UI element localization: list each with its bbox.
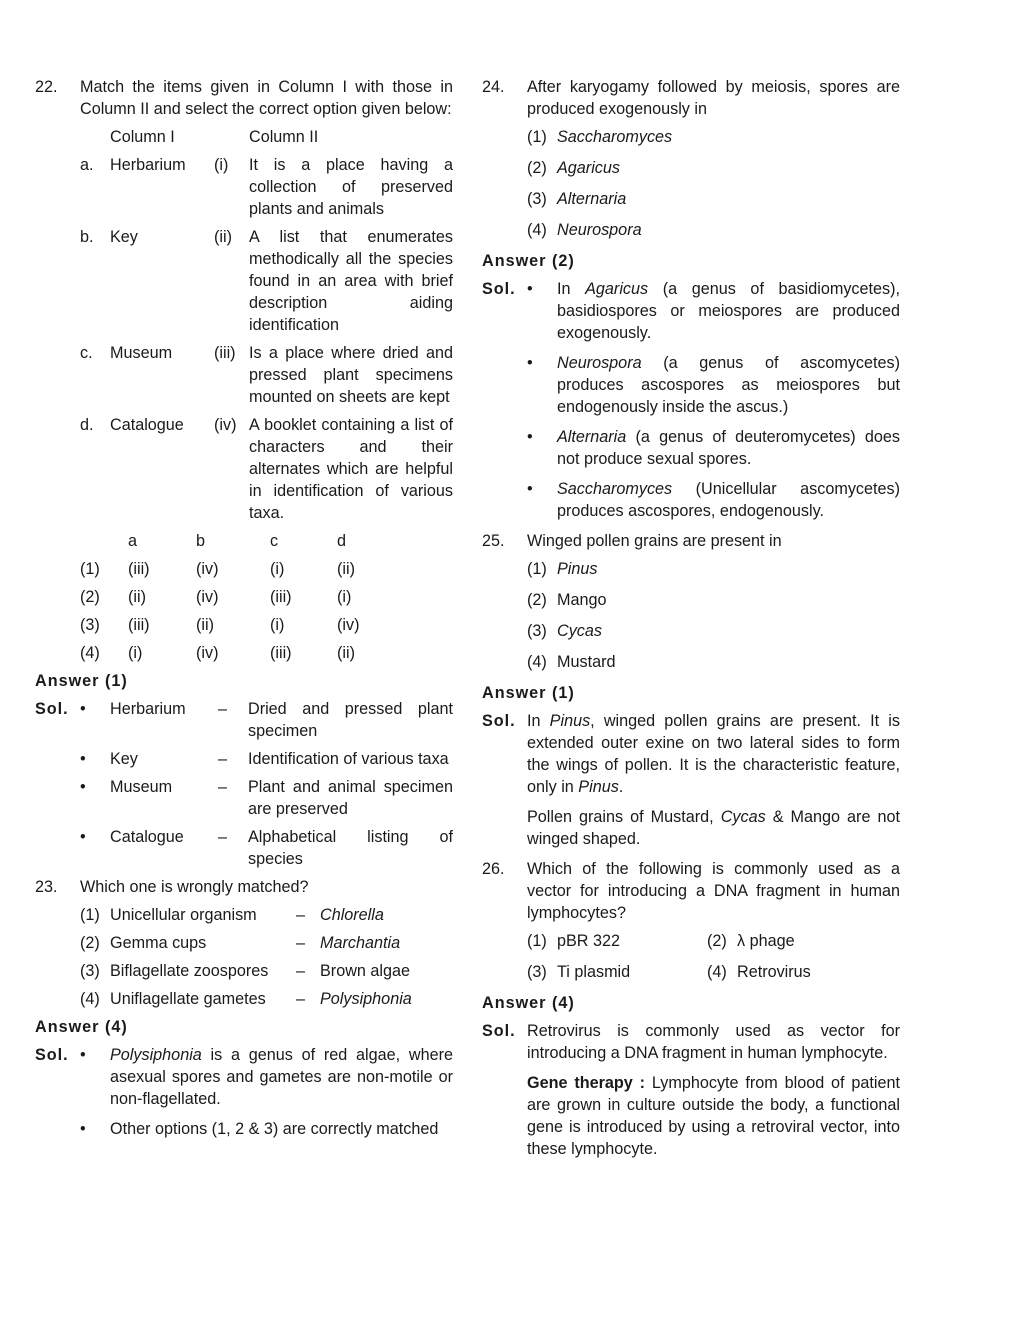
row-roman: (iv) (214, 416, 237, 434)
row-desc: A booklet containing a list of characters and their alternates which are helpful in identification of various taxa. (249, 416, 453, 522)
option-text: Retrovirus (737, 963, 811, 981)
row-item: Museum (110, 344, 173, 362)
option-dash: – (296, 906, 306, 924)
option-row (527, 188, 900, 210)
question-text: Which of the following is commonly used as a vector for introducing a DNA fragment in human lymphocytes? (527, 860, 900, 922)
bullet-icon: • (527, 428, 533, 446)
solution-bullet: • Neurospora (a genus of ascomycetes) produces ascospores as meiospores but endogenously inside the ascus.) (527, 354, 900, 416)
grid-header-c: c (270, 532, 279, 550)
options-grid-header (80, 530, 453, 552)
grid-cell: (i) (270, 560, 285, 578)
bullet-icon: • (80, 778, 86, 796)
option-number: (2) (707, 932, 727, 950)
solution-paragraph: Pollen grains of Mustard, Cycas & Mango are not winged shaped. (527, 808, 900, 848)
row-letter: b. (80, 228, 94, 246)
option-number: (1) (527, 128, 547, 146)
option-row (80, 988, 453, 1010)
row-roman: (ii) (214, 228, 232, 246)
right-column (482, 76, 900, 1168)
option-row (80, 558, 453, 580)
option-number: (3) (527, 190, 547, 208)
option-right: Marchantia (320, 934, 401, 952)
sol-key: Herbarium (110, 700, 186, 718)
option-number: (2) (527, 591, 547, 609)
solution-bullet: • Saccharomyces (Unicellular ascomycetes) produces ascospores, endogenously. (527, 480, 900, 520)
bullet-icon: • (80, 828, 86, 846)
solution-bullet: • Alternaria (a genus of deuteromycetes) does not produce sexual spores. (527, 428, 900, 468)
option (527, 930, 707, 952)
option-right: Polysiphonia (320, 990, 412, 1008)
question-number: 24. (482, 78, 505, 96)
genus-name: Neurospora (557, 354, 642, 372)
option-text: Mustard (557, 653, 616, 671)
option-row (80, 642, 453, 664)
row-desc: A list that enumerates methodically all the species found in an area with brief description aiding identification (249, 228, 453, 334)
column-1-header: Column I (110, 128, 175, 146)
grid-cell: (i) (128, 644, 143, 662)
question-number: 25. (482, 532, 505, 550)
solution-paragraph: Retrovirus is commonly used as vector for introducing a DNA fragment in human lymphocyte. (527, 1022, 900, 1062)
solution-26 (482, 1020, 900, 1168)
option-number: (3) (80, 962, 100, 980)
sol-key: Catalogue (110, 828, 184, 846)
option-row (80, 904, 453, 926)
answer-22: Answer (1) (35, 672, 128, 690)
question-number: 26. (482, 860, 505, 878)
sol-dash: – (218, 828, 228, 846)
option-row (80, 586, 453, 608)
bullet-icon: • (80, 1046, 86, 1064)
option-row (527, 620, 900, 642)
option (527, 961, 707, 983)
sol-dash: – (218, 700, 228, 718)
option-left: Biflagellate zoospores (110, 962, 269, 980)
option-row (527, 651, 900, 673)
option-text: Agaricus (557, 159, 620, 177)
bullet-icon: • (527, 480, 533, 498)
match-row (80, 154, 453, 220)
row-desc: It is a place having a collection of preserved plants and animals (249, 156, 453, 218)
grid-cell: (iii) (128, 560, 150, 578)
solution-22 (35, 698, 453, 876)
grid-cell: (iv) (196, 560, 219, 578)
option-row (527, 558, 900, 580)
genus-name: Agaricus (585, 280, 649, 298)
gene-therapy-paragraph: Gene therapy : Lymphocyte from blood of patient are grown in culture outside the body, a functional gene is introduced by using a retroviral vector, into these lymphocyte. (527, 1074, 900, 1158)
row-desc: Is a place where dried and pressed plant specimens mounted on sheets are kept (249, 344, 453, 406)
sol-dash: – (218, 750, 228, 768)
sol-dash: – (218, 778, 228, 796)
option-number: (4) (707, 963, 727, 981)
genus-name: Saccharomyces (557, 480, 673, 498)
option-number: (4) (80, 644, 100, 662)
question-22 (35, 76, 453, 120)
match-header (80, 126, 453, 148)
option-dash: – (296, 962, 306, 980)
grid-cell: (i) (270, 616, 285, 634)
genus-name: Polysiphonia (110, 1046, 202, 1064)
grid-cell: (iii) (128, 616, 150, 634)
option-row (527, 157, 900, 179)
option-number: (3) (80, 616, 100, 634)
genus-name: Pinus (549, 712, 591, 730)
solution-24 (482, 278, 900, 530)
left-column (35, 76, 453, 1148)
option-pair (527, 961, 900, 983)
option-text: Cycas (557, 622, 602, 640)
sol-label: Sol. (482, 280, 516, 298)
option-pair (527, 930, 900, 952)
option-row (80, 932, 453, 954)
option-dash: – (296, 990, 306, 1008)
sol-key: Museum (110, 778, 173, 796)
option-row (527, 219, 900, 241)
solution-row (80, 776, 453, 820)
solution-bullet (80, 1044, 453, 1110)
option-number: (1) (527, 560, 547, 578)
option-text: pBR 322 (557, 932, 620, 950)
option (707, 930, 887, 952)
option-row (80, 960, 453, 982)
sol-value: Plant and animal specimen are preserved (248, 778, 453, 818)
bullet-text: is a genus of red algae, where asexual spores and gametes are non-motile or non-flagellated. (110, 1046, 453, 1108)
row-letter: c. (80, 344, 93, 362)
question-number: 23. (35, 878, 58, 896)
match-row (80, 342, 453, 408)
option-text: Mango (557, 591, 607, 609)
option-left: Uniflagellate gametes (110, 990, 266, 1008)
question-text: Match the items given in Column I with those in Column II and select the correct option given below: (80, 78, 453, 118)
option-text: Neurospora (557, 221, 642, 239)
answer-23: Answer (4) (35, 1018, 128, 1036)
bullet-icon: • (80, 700, 86, 718)
option-text: Alternaria (557, 190, 627, 208)
grid-header-a: a (128, 532, 138, 550)
option (707, 961, 887, 983)
match-row (80, 226, 453, 336)
option-number: (1) (527, 932, 547, 950)
genus-name: Alternaria (557, 428, 627, 446)
grid-cell: (ii) (128, 588, 146, 606)
row-letter: a. (80, 156, 94, 174)
grid-cell: (ii) (196, 616, 214, 634)
answer-26: Answer (4) (482, 994, 575, 1012)
option-number: (3) (527, 622, 547, 640)
row-roman: (iii) (214, 344, 236, 362)
question-number: 22. (35, 78, 58, 96)
row-item: Key (110, 228, 138, 246)
bullet-icon: • (80, 1120, 86, 1138)
genus-name: Pinus (578, 778, 619, 796)
answer-24: Answer (2) (482, 252, 575, 270)
column-2-header: Column II (249, 128, 319, 146)
option-text: λ phage (737, 932, 795, 950)
gene-therapy-label: Gene therapy : (527, 1074, 646, 1092)
grid-cell: (iv) (196, 644, 219, 662)
option-number: (4) (527, 653, 547, 671)
grid-cell: (iv) (337, 616, 360, 634)
sol-value: Identification of various taxa (248, 750, 449, 768)
option-row (527, 126, 900, 148)
solution-bullet: • In Agaricus (a genus of basidiomycetes), basidiospores or meiospores are produced exogenously. (527, 280, 901, 342)
question-23 (35, 876, 453, 898)
option-right: Chlorella (320, 906, 384, 924)
option-left: Gemma cups (110, 934, 207, 952)
question-text: Which one is wrongly matched? (80, 878, 309, 896)
sol-label: Sol. (482, 1022, 516, 1040)
option-dash: – (296, 934, 306, 952)
solution-row (80, 748, 453, 770)
sol-label: Sol. (35, 1046, 69, 1064)
option-text: Ti plasmid (557, 963, 631, 981)
option-number: (2) (80, 934, 100, 952)
row-item: Catalogue (110, 416, 184, 434)
option-number: (4) (527, 221, 547, 239)
option-number: (1) (80, 560, 100, 578)
row-letter: d. (80, 416, 94, 434)
grid-cell: (ii) (337, 560, 355, 578)
option-text: Pinus (557, 560, 598, 578)
option-text: Saccharomyces (557, 128, 673, 146)
sol-key: Key (110, 750, 138, 768)
bullet-text: Other options (1, 2 & 3) are correctly matched (110, 1120, 439, 1138)
solution-23 (35, 1044, 453, 1148)
grid-cell: (iv) (196, 588, 219, 606)
solution-25 (482, 710, 900, 858)
grid-cell: (i) (337, 588, 352, 606)
option-number: (3) (527, 963, 547, 981)
solution-row (80, 698, 453, 742)
sol-value: Alphabetical listing of species (248, 828, 453, 868)
option-number: (2) (80, 588, 100, 606)
option-left: Unicellular organism (110, 906, 257, 924)
genus-name: Cycas (720, 808, 766, 826)
row-item: Herbarium (110, 156, 186, 174)
question-text: After karyogamy followed by meiosis, spores are produced exogenously in (527, 78, 900, 118)
option-row (80, 614, 453, 636)
bullet-icon: • (527, 280, 533, 298)
solution-row (80, 826, 453, 870)
question-text: Winged pollen grains are present in (527, 532, 782, 550)
answer-25: Answer (1) (482, 684, 575, 702)
solution-bullet (80, 1118, 453, 1140)
grid-header-d: d (337, 532, 347, 550)
row-roman: (i) (214, 156, 229, 174)
solution-paragraph: In Pinus, winged pollen grains are present. It is extended outer exine on two lateral sides to form the wings of pollen. It is the characteristic feature, only in Pinus. (527, 712, 901, 796)
question-26 (482, 858, 900, 924)
grid-header-b: b (196, 532, 206, 550)
question-24 (482, 76, 900, 120)
option-row (527, 589, 900, 611)
bullet-icon: • (80, 750, 86, 768)
bullet-icon: • (527, 354, 533, 372)
sol-value: Dried and pressed plant specimen (248, 700, 453, 740)
match-row (80, 414, 453, 524)
option-number: (4) (80, 990, 100, 1008)
question-25 (482, 530, 900, 552)
option-number: (2) (527, 159, 547, 177)
grid-cell: (ii) (337, 644, 355, 662)
option-right: Brown algae (320, 962, 410, 980)
grid-cell: (iii) (270, 644, 292, 662)
sol-label: Sol. (35, 700, 69, 718)
sol-label: Sol. (482, 712, 516, 730)
grid-cell: (iii) (270, 588, 292, 606)
option-number: (1) (80, 906, 100, 924)
